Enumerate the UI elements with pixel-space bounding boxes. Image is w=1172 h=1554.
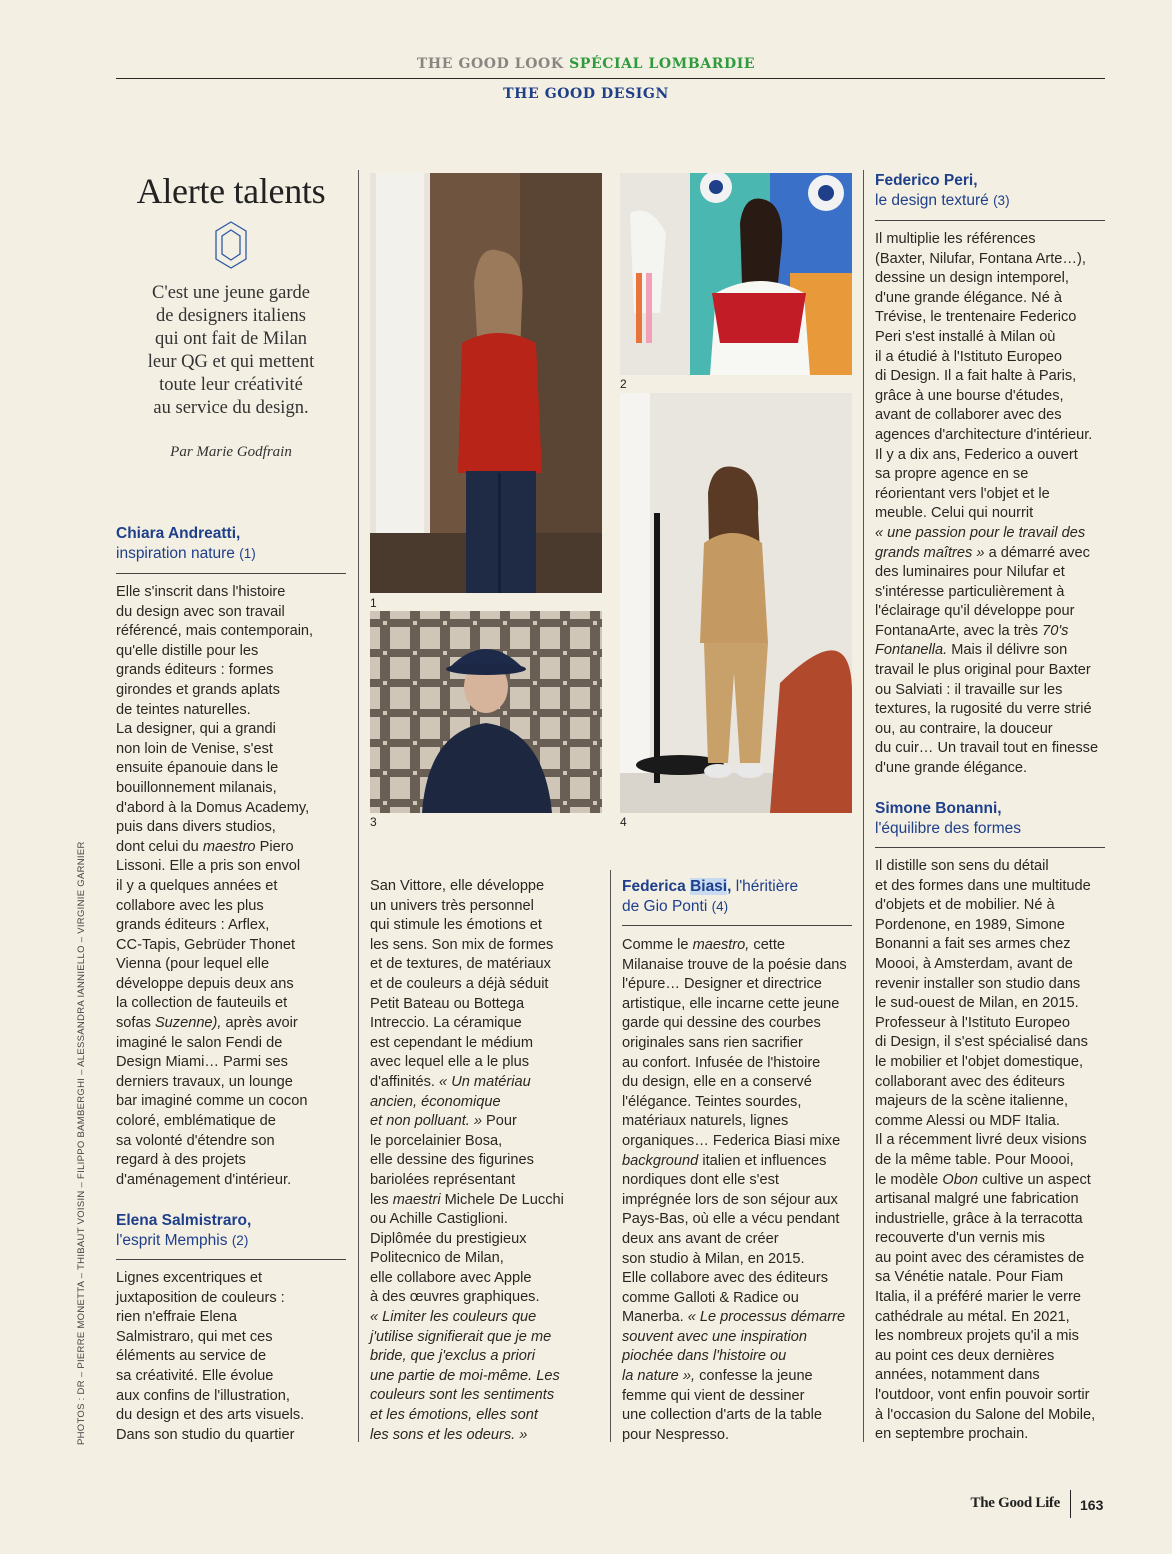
text-line: d'aménagement d'intérieur. bbox=[116, 1171, 292, 1188]
text-run: d'affinités. bbox=[370, 1073, 440, 1090]
photo-caption: 1 bbox=[370, 596, 377, 610]
text-line: sa Vénétie natale. Pour Fiam bbox=[875, 1269, 1064, 1286]
text-run: sofas bbox=[116, 1015, 155, 1032]
photo-ref: (4) bbox=[711, 899, 729, 914]
text-line: dessine un design intemporel, bbox=[875, 270, 1069, 287]
text-line: imprégnée lors de son séjour aux bbox=[622, 1191, 838, 1208]
text-line: meuble. Celui qui nourrit bbox=[875, 505, 1034, 522]
text-line: référencé, mais contemporain, bbox=[116, 623, 314, 640]
text-line: Petit Bateau ou Bottega bbox=[370, 995, 525, 1012]
text-line: ou Salviati : il travaille sur les bbox=[875, 681, 1063, 698]
photo-credits: PHOTOS : DR – PIERRE MONETTA – THIBAUT VOISIN – FILIPPO BAMBERGHI – ALESSANDRA IANNIELLO – VIRGINIE GARNIER bbox=[76, 841, 87, 1445]
subtitle-text: l'esprit Memphis bbox=[116, 1232, 228, 1249]
text-line: Italia, il a préféré marier le verre bbox=[875, 1289, 1082, 1306]
text-line: Il distille son sens du détail bbox=[875, 858, 1049, 874]
text-line: qu'elle distille pour les bbox=[116, 642, 259, 659]
text-line: ou, au contraire, la douceur bbox=[875, 720, 1053, 737]
text-line: de la même table. Pour Moooi, bbox=[875, 1151, 1074, 1168]
text-line: bar imaginé comme un cocon bbox=[116, 1093, 308, 1110]
text-run: dont celui du bbox=[116, 838, 203, 855]
text-run-italic: une partie de moi-même. Les bbox=[370, 1367, 560, 1384]
text-line: d'objets et de mobilier. Né à bbox=[875, 897, 1055, 914]
text-line: Milanaise trouve de la poésie dans bbox=[622, 956, 847, 973]
text-line: La designer, qui a grandi bbox=[116, 721, 276, 738]
photo-ref: (3) bbox=[993, 193, 1010, 208]
heading-rule bbox=[622, 925, 852, 926]
photo-ref: (2) bbox=[231, 1233, 249, 1248]
text-line: sa propre agence en se bbox=[875, 466, 1029, 483]
text-line: les sens. Son mix de formes bbox=[370, 936, 554, 953]
profile-simone-body bbox=[875, 857, 1115, 1445]
text-line: di Design. Il a fait halte à Paris, bbox=[875, 368, 1077, 385]
text-line: garde qui dessine des courbes bbox=[622, 1015, 821, 1032]
text-line: une collection d'arts de la table bbox=[622, 1407, 822, 1424]
photo-caption: 4 bbox=[620, 815, 627, 829]
text-run-italic: j'utilise signifierait que je me bbox=[370, 1328, 552, 1345]
text-run-italic: 70's bbox=[1042, 622, 1069, 639]
header-rule bbox=[116, 78, 1105, 79]
profile-federica-heading bbox=[622, 877, 852, 917]
text-line: avant de collaborer avec des bbox=[875, 407, 1062, 424]
text-line: de teintes naturelles. bbox=[116, 701, 251, 718]
profile-chiara-heading bbox=[116, 524, 346, 564]
text-line: girondes et grands aplats bbox=[116, 681, 280, 698]
text-run-italic: et les émotions, elles sont bbox=[370, 1407, 538, 1424]
text-run-italic: maestri bbox=[392, 1191, 441, 1208]
text-line: grâce à une bourse d'études, bbox=[875, 387, 1064, 404]
text-line: le porcelainier Bosa, bbox=[370, 1132, 503, 1149]
portrait-image bbox=[370, 611, 602, 813]
text-line: bouillonnement milanais, bbox=[116, 779, 277, 796]
profile-subtitle bbox=[875, 191, 1105, 211]
text-line: Elle s'inscrit dans l'histoire bbox=[116, 584, 286, 600]
text-line: Bonanni a fait ses armes chez bbox=[875, 936, 1071, 953]
text-run-italic: la nature », bbox=[622, 1368, 696, 1385]
text-line bbox=[622, 1328, 858, 1348]
text-run-italic: « Le processus démarre bbox=[687, 1309, 846, 1326]
profile-name: , bbox=[727, 878, 732, 895]
text-line: d'abord à la Domus Academy, bbox=[116, 799, 310, 816]
text-run-italic: grands maîtres » bbox=[875, 544, 985, 561]
text-line: San Vittore, elle développe bbox=[370, 878, 545, 894]
text-run: Michele De Lucchi bbox=[440, 1191, 564, 1208]
text-line bbox=[875, 524, 1115, 544]
text-line: Politecnico de Milan, bbox=[370, 1250, 504, 1267]
text-run: confesse la jeune bbox=[695, 1368, 813, 1385]
text-line: CC-Tapis, Gebrüder Thonet bbox=[116, 936, 295, 953]
text-line: collaborant avec des éditeurs bbox=[875, 1073, 1065, 1090]
text-line: sa volonté d'étendre son bbox=[116, 1132, 275, 1149]
heading-rule bbox=[116, 1259, 346, 1260]
text-run-italic: Fontanella. bbox=[875, 642, 948, 659]
text-line: et de couleurs a déjà séduit bbox=[370, 975, 549, 992]
text-line: matériaux naturels, lignes bbox=[622, 1113, 789, 1130]
kicker-special: SPÉCIAL LOMBARDIE bbox=[569, 56, 756, 72]
profile-name: Federica bbox=[622, 878, 691, 895]
photo-federica-biasi bbox=[620, 393, 852, 813]
text-line bbox=[622, 1367, 858, 1387]
text-line: femme qui vient de dessiner bbox=[622, 1387, 805, 1404]
subtitle-text: l'héritière bbox=[731, 878, 799, 895]
text-line: (Baxter, Nilufar, Fontana Arte…), bbox=[875, 250, 1086, 267]
text-line: l'épure… Designer et directrice bbox=[622, 976, 822, 993]
text-run: les bbox=[370, 1191, 393, 1208]
portrait-image bbox=[620, 393, 852, 813]
text-run-italic: « Un matériau bbox=[439, 1073, 531, 1090]
text-run: cultive un aspect bbox=[978, 1171, 1091, 1188]
profile-subtitle bbox=[116, 544, 346, 564]
text-line: deux ans avant de créer bbox=[622, 1230, 779, 1247]
text-line: travail le plus original pour Baxter bbox=[875, 662, 1091, 679]
text-line: avec lequel elle a le plus bbox=[370, 1054, 530, 1071]
section-title: THE GOOD DESIGN bbox=[503, 86, 669, 102]
text-line: grands éditeurs : formes bbox=[116, 662, 274, 679]
text-line: des luminaires pour Nilufar et bbox=[875, 564, 1065, 581]
text-line: derniers travaux, un lounge bbox=[116, 1073, 293, 1090]
text-line: Dans son studio du quartier bbox=[116, 1426, 295, 1443]
text-line bbox=[370, 1367, 605, 1387]
text-line: du design, elle en a conservé bbox=[622, 1074, 812, 1091]
text-line: recouverte d'un vernis mis bbox=[875, 1230, 1045, 1247]
text-line: Pordenone, en 1989, Simone bbox=[875, 916, 1065, 933]
kicker bbox=[0, 56, 1172, 72]
text-line: Il y a dix ans, Federico a ouvert bbox=[875, 446, 1078, 463]
text-line: la collection de fauteuils et bbox=[116, 995, 288, 1012]
text-line: comme Alessi ou MDF Italia. bbox=[875, 1112, 1060, 1129]
text-line: son studio à Milan, en 2015. bbox=[622, 1250, 805, 1267]
heading-rule bbox=[875, 847, 1105, 848]
text-run-italic: « Limiter les couleurs que bbox=[370, 1309, 537, 1326]
text-run-italic: et non polluant. » bbox=[370, 1113, 482, 1130]
text-line: elle collabore avec Apple bbox=[370, 1269, 532, 1286]
lead-line: C'est une jeune garde bbox=[152, 283, 310, 303]
text-run-italic: souvent avec une inspiration bbox=[622, 1328, 807, 1345]
profile-elena-body-continued bbox=[370, 877, 605, 1445]
text-line bbox=[622, 1347, 858, 1367]
text-run: Piero bbox=[255, 838, 294, 855]
text-line bbox=[370, 1073, 605, 1093]
text-line: Moooi, à Amsterdam, avant de bbox=[875, 955, 1073, 972]
profile-federico-body bbox=[875, 230, 1115, 779]
text-line bbox=[875, 622, 1115, 642]
text-line bbox=[622, 1308, 858, 1328]
text-run: italien et influences bbox=[698, 1152, 827, 1169]
text-line: artisanal malgré une fabrication bbox=[875, 1191, 1079, 1208]
text-line bbox=[370, 1328, 605, 1348]
page-number: 163 bbox=[1080, 1497, 1104, 1513]
photo-caption: 3 bbox=[370, 815, 377, 829]
text-line: Vienna (pour lequel elle bbox=[116, 956, 270, 973]
text-line: à l'occasion du Salone del Mobile, bbox=[875, 1406, 1096, 1423]
profile-elena-body bbox=[116, 1269, 351, 1445]
text-line: non loin de Venise, s'est bbox=[116, 740, 273, 757]
text-line: imaginé le salon Fendi de bbox=[116, 1034, 283, 1051]
text-line: et des formes dans une multitude bbox=[875, 877, 1091, 894]
column-rule bbox=[610, 870, 611, 1442]
text-run-italic: Obon bbox=[942, 1171, 979, 1188]
text-line: industrielle, grâce à la terracotta bbox=[875, 1210, 1083, 1227]
text-line: il y a quelques années et bbox=[116, 877, 278, 894]
lead-line: qui ont fait de Milan bbox=[154, 329, 308, 349]
text-line: sa créativité. Elle évolue bbox=[116, 1367, 274, 1384]
text-line: développe depuis deux ans bbox=[116, 975, 294, 992]
text-line: d'une grande élégance. bbox=[875, 760, 1028, 777]
text-line: d'une grande élégance. Né à bbox=[875, 289, 1062, 306]
text-line: revenir installer son studio dans bbox=[875, 975, 1081, 992]
text-run: FontanaArte, avec la très bbox=[875, 622, 1043, 639]
byline: Par Marie Godfrain bbox=[170, 444, 292, 460]
text-line: organiques… Federica Biasi mixe bbox=[622, 1132, 841, 1149]
text-line: agences d'architecture d'intérieur. bbox=[875, 426, 1093, 443]
text-run: Pour bbox=[481, 1113, 517, 1130]
portrait-image bbox=[370, 173, 602, 593]
text-line: du cuir… Un travail tout en finesse bbox=[875, 740, 1099, 757]
photo-caption: 2 bbox=[620, 377, 627, 391]
article-lead bbox=[116, 282, 346, 420]
text-run-italic: piochée dans l'histoire ou bbox=[622, 1348, 787, 1365]
text-line: ensuite épanouie dans le bbox=[116, 760, 279, 777]
text-line: est cependant le médium bbox=[370, 1034, 534, 1051]
text-line bbox=[370, 1426, 605, 1446]
photo-federico-peri bbox=[370, 611, 602, 813]
text-line: coloré, emblématique de bbox=[116, 1113, 276, 1130]
text-line: collabore avec les plus bbox=[116, 897, 264, 914]
profile-name: Elena Salmistraro, bbox=[116, 1212, 252, 1229]
text-line bbox=[370, 1406, 605, 1426]
text-line: aux confins de l'illustration, bbox=[116, 1387, 290, 1404]
text-line: di Design, il s'est spécialisé dans bbox=[875, 1034, 1088, 1051]
profile-subtitle bbox=[116, 1231, 346, 1251]
text-line: du design et des arts visuels. bbox=[116, 1407, 305, 1424]
text-line bbox=[875, 544, 1115, 564]
text-run: Comme le bbox=[622, 937, 693, 953]
text-run: le modèle bbox=[875, 1171, 943, 1188]
text-run: Manerba. bbox=[622, 1309, 688, 1326]
photo-chiara-andreatti bbox=[370, 173, 602, 593]
text-line bbox=[622, 936, 858, 956]
text-run-italic: bride, que j'exclus a priori bbox=[370, 1348, 536, 1365]
profile-elena-heading bbox=[116, 1211, 346, 1251]
text-line: bariolées représentant bbox=[370, 1171, 516, 1188]
subtitle-text: le design texturé bbox=[875, 192, 989, 209]
text-line: l'élégance. Teintes sourdes, bbox=[622, 1093, 802, 1110]
text-line: Design Miami… Parmi ses bbox=[116, 1054, 288, 1071]
profile-chiara-body bbox=[116, 583, 351, 1190]
text-line: rien n'effraie Elena bbox=[116, 1309, 237, 1326]
text-run-italic: « une passion pour le travail des bbox=[875, 524, 1086, 541]
text-line: Professeur à l'Istituto Europeo bbox=[875, 1014, 1071, 1031]
text-run-italic: Suzenne), bbox=[154, 1015, 222, 1032]
text-line: Elle collabore avec des éditeurs bbox=[622, 1270, 829, 1287]
highlighted-name: Biasi bbox=[690, 878, 728, 895]
text-run-italic: maestro, bbox=[692, 937, 750, 953]
text-line: Il multiplie les références bbox=[875, 231, 1036, 247]
text-line: qui stimule les émotions et bbox=[370, 917, 542, 934]
text-line: artistique, elle incarne cette jeune bbox=[622, 995, 840, 1012]
text-line: éléments au service de bbox=[116, 1348, 267, 1365]
text-line: Diplômée du prestigieux bbox=[370, 1230, 527, 1247]
text-line: Il a récemment livré deux visions bbox=[875, 1132, 1087, 1149]
profile-name: Federico Peri, bbox=[875, 172, 978, 189]
lead-line: toute leur créativité bbox=[159, 375, 303, 395]
text-line: l'outdoor, vont enfin pouvoir sortir bbox=[875, 1387, 1090, 1404]
text-run: Mais il délivre son bbox=[947, 642, 1068, 659]
text-line bbox=[370, 1112, 605, 1132]
heading-rule bbox=[875, 220, 1105, 221]
footer-divider bbox=[1070, 1490, 1071, 1518]
photo-ref: (1) bbox=[239, 546, 256, 561]
text-line: réorientant vers l'objet et le bbox=[875, 485, 1050, 502]
text-line: Trévise, le trentenaire Federico bbox=[875, 309, 1077, 326]
text-line: elle dessine des figurines bbox=[370, 1152, 534, 1169]
text-line: majeurs de la scène italienne, bbox=[875, 1093, 1069, 1110]
text-line: Peri s'est installé à Milan où bbox=[875, 328, 1056, 345]
text-line: puis dans divers studios, bbox=[116, 819, 276, 836]
text-line: à des œuvres graphiques. bbox=[370, 1289, 540, 1306]
lead-line: leur QG et qui mettent bbox=[147, 352, 315, 372]
text-line: regard à des projets bbox=[116, 1152, 246, 1169]
text-line: textures, la rugosité du verre strié bbox=[875, 701, 1092, 718]
profile-federica-body bbox=[622, 936, 858, 1445]
profile-name: Simone Bonanni, bbox=[875, 800, 1002, 817]
text-run-italic: background bbox=[622, 1152, 699, 1169]
text-line: au point ces deux dernières bbox=[875, 1347, 1055, 1364]
profile-name: Chiara Andreatti, bbox=[116, 525, 241, 542]
text-run-italic: couleurs sont les sentiments bbox=[370, 1387, 555, 1404]
text-line: il a étudié à l'Istituto Europeo bbox=[875, 348, 1062, 365]
text-line: comme Galloti & Radice ou bbox=[622, 1289, 799, 1306]
text-run-italic: ancien, économique bbox=[370, 1093, 501, 1110]
text-line bbox=[116, 838, 351, 858]
text-line: années, notamment dans bbox=[875, 1367, 1040, 1384]
profile-simone-heading bbox=[875, 799, 1105, 839]
text-line: les nombreux projets qu'il a mis bbox=[875, 1328, 1079, 1345]
magazine-brand: The Good Life bbox=[970, 1495, 1060, 1511]
photo-credits-container bbox=[76, 820, 90, 1445]
text-line: du design avec son travail bbox=[116, 603, 285, 620]
text-run: a démarré avec bbox=[984, 544, 1090, 561]
heading-rule bbox=[116, 573, 346, 574]
lead-line: de designers italiens bbox=[155, 306, 306, 326]
text-line bbox=[116, 1014, 351, 1034]
portrait-image bbox=[620, 173, 852, 375]
text-line: originales sans rien sacrifier bbox=[622, 1034, 803, 1051]
photo-elena-salmistraro bbox=[620, 173, 852, 375]
lead-line: au service du design. bbox=[153, 398, 309, 418]
text-line: grands éditeurs : Arflex, bbox=[116, 917, 270, 934]
text-line bbox=[875, 641, 1115, 661]
profile-subtitle: l'équilibre des formes bbox=[875, 820, 1021, 837]
text-line: Intreccio. La céramique bbox=[370, 1015, 522, 1032]
text-line: cathédrale au métal. En 2021, bbox=[875, 1308, 1070, 1325]
text-line: Lignes excentriques et bbox=[116, 1270, 263, 1286]
text-line: le sud-ouest de Milan, en 2015. bbox=[875, 995, 1079, 1012]
hexagon-ornament-icon bbox=[214, 220, 248, 270]
kicker-series: THE GOOD LOOK bbox=[416, 56, 564, 72]
text-line bbox=[370, 1347, 605, 1367]
column-rule bbox=[863, 170, 864, 1442]
text-line: un univers très personnel bbox=[370, 897, 534, 914]
text-line bbox=[370, 1386, 605, 1406]
text-line: s'intéresse particulièrement à bbox=[875, 583, 1065, 600]
text-line bbox=[622, 1152, 858, 1172]
article-title: Alerte talents bbox=[136, 171, 326, 211]
text-line: et de textures, de matériaux bbox=[370, 956, 551, 973]
text-line: juxtaposition de couleurs : bbox=[116, 1289, 285, 1306]
text-run: cette bbox=[749, 937, 786, 953]
profile-name-line bbox=[622, 877, 852, 897]
text-line bbox=[370, 1308, 605, 1328]
text-line: en septembre prochain. bbox=[875, 1426, 1029, 1443]
text-run-italic: les sons et les odeurs. » bbox=[370, 1426, 528, 1443]
profile-federico-heading bbox=[875, 171, 1105, 211]
text-line: au point avec des céramistes de bbox=[875, 1249, 1085, 1266]
subtitle-text: inspiration nature bbox=[116, 545, 235, 562]
profile-subtitle bbox=[622, 897, 852, 917]
text-line: le mobilier et l'objet domestique, bbox=[875, 1053, 1084, 1070]
subtitle-text: de Gio Ponti bbox=[622, 898, 708, 915]
text-line: Lissoni. Elle a pris son envol bbox=[116, 858, 301, 875]
text-line: au confort. Infusée de l'histoire bbox=[622, 1054, 821, 1071]
column-rule bbox=[358, 170, 359, 1442]
text-run: après avoir bbox=[221, 1015, 298, 1032]
text-line: nordiques dont elle s'est bbox=[622, 1172, 779, 1189]
text-line bbox=[370, 1093, 605, 1113]
text-run-italic: maestro bbox=[202, 838, 256, 855]
text-line: Salmistraro, qui met ces bbox=[116, 1328, 273, 1345]
text-line: Pays-Bas, où elle a vécu pendant bbox=[622, 1211, 840, 1228]
text-line bbox=[875, 1171, 1115, 1191]
text-line: l'éclairage qu'il développe pour bbox=[875, 603, 1075, 620]
text-line: pour Nespresso. bbox=[622, 1426, 730, 1443]
text-line: ou Achille Castiglioni. bbox=[370, 1211, 508, 1228]
text-line bbox=[370, 1191, 605, 1211]
